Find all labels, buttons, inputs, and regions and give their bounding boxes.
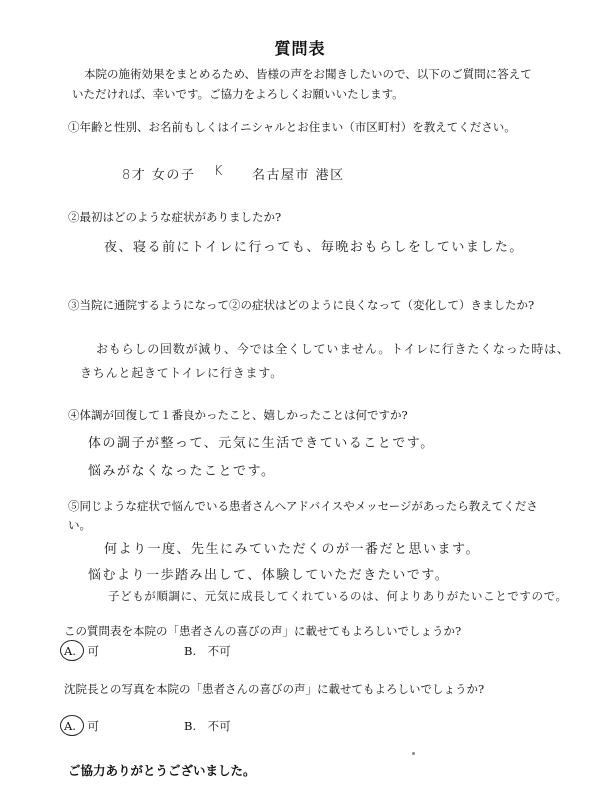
answer-5-line-3: 子どもが順調に、元気に成長してくれているのは、何よりありがたいことですので。 <box>108 589 568 603</box>
consent-2-option-a[interactable]: A. 可 <box>64 718 99 734</box>
selected-circle-mark <box>60 640 84 661</box>
answer-1-residence: 名古屋市 港区 <box>252 168 345 183</box>
answer-5-line-1: 何より一度、先生にみていただくのが一番だと思います。 <box>104 542 480 557</box>
consent-1-option-b[interactable]: B. 不可 <box>184 644 231 658</box>
answer-2: 夜、寝る前にトイレに行っても、毎晩おもらしをしていました。 <box>104 240 524 255</box>
selected-circle-mark <box>60 715 84 736</box>
closing-text: ご協力ありがとうございました。 <box>68 763 256 778</box>
answer-3-line-2: きちんと起きてトイレに行きます。 <box>80 366 284 380</box>
consent-question-2: 沈院長との写真を本院の「患者さんの喜びの声」に載せてもよろしいでしょうか? <box>64 682 485 696</box>
ink-smudge <box>412 752 415 755</box>
consent-question-1: この質問表を本院の「患者さんの喜びの声」に載せてもよろしいでしょうか? <box>64 624 462 638</box>
answer-1-initial: K <box>214 164 225 179</box>
question-3: ③当院に通院するようになって②の症状はどのように良くなって（変化して）きましたか? <box>68 298 535 312</box>
question-1: ①年齢と性別、お名前もしくはイニシャルとお住まい（市区町村）を教えてください。 <box>68 120 516 134</box>
consent-2-option-b[interactable]: B. 不可 <box>184 719 231 733</box>
question-5: ⑤同じような症状で悩んでいる患者さんへアドバイスやメッセージがあったら教えてください。 <box>68 499 538 532</box>
answer-4-line-1: 体の調子が整って、元気に生活できていることです。 <box>88 436 435 451</box>
page-title: 質問表 <box>274 39 326 58</box>
answer-1-age: 8才 女の子 <box>122 168 196 183</box>
intro-text: 本院の施術効果をまとめるため、皆様の声をお聞きしたいので、以下のご質問に答えていただければ、幸いです。ご協力をよろしくお願いいたします。 <box>72 67 532 101</box>
question-4: ④体調が回復して１番良かったこと、嬉しかったことは何ですか? <box>68 408 408 422</box>
answer-3-line-1: おもらしの回数が減り、今では全くしていません。トイレに行きたくなった時は、 <box>96 342 570 356</box>
question-2: ②最初はどのような症状がありましたか? <box>68 210 282 224</box>
answer-4-line-2: 悩みがなくなったことです。 <box>88 464 276 479</box>
consent-1-option-a[interactable]: A. 可 <box>64 643 99 659</box>
answer-5-line-2: 悩むより一歩踏み出して、体験していただきたいです。 <box>88 568 450 583</box>
